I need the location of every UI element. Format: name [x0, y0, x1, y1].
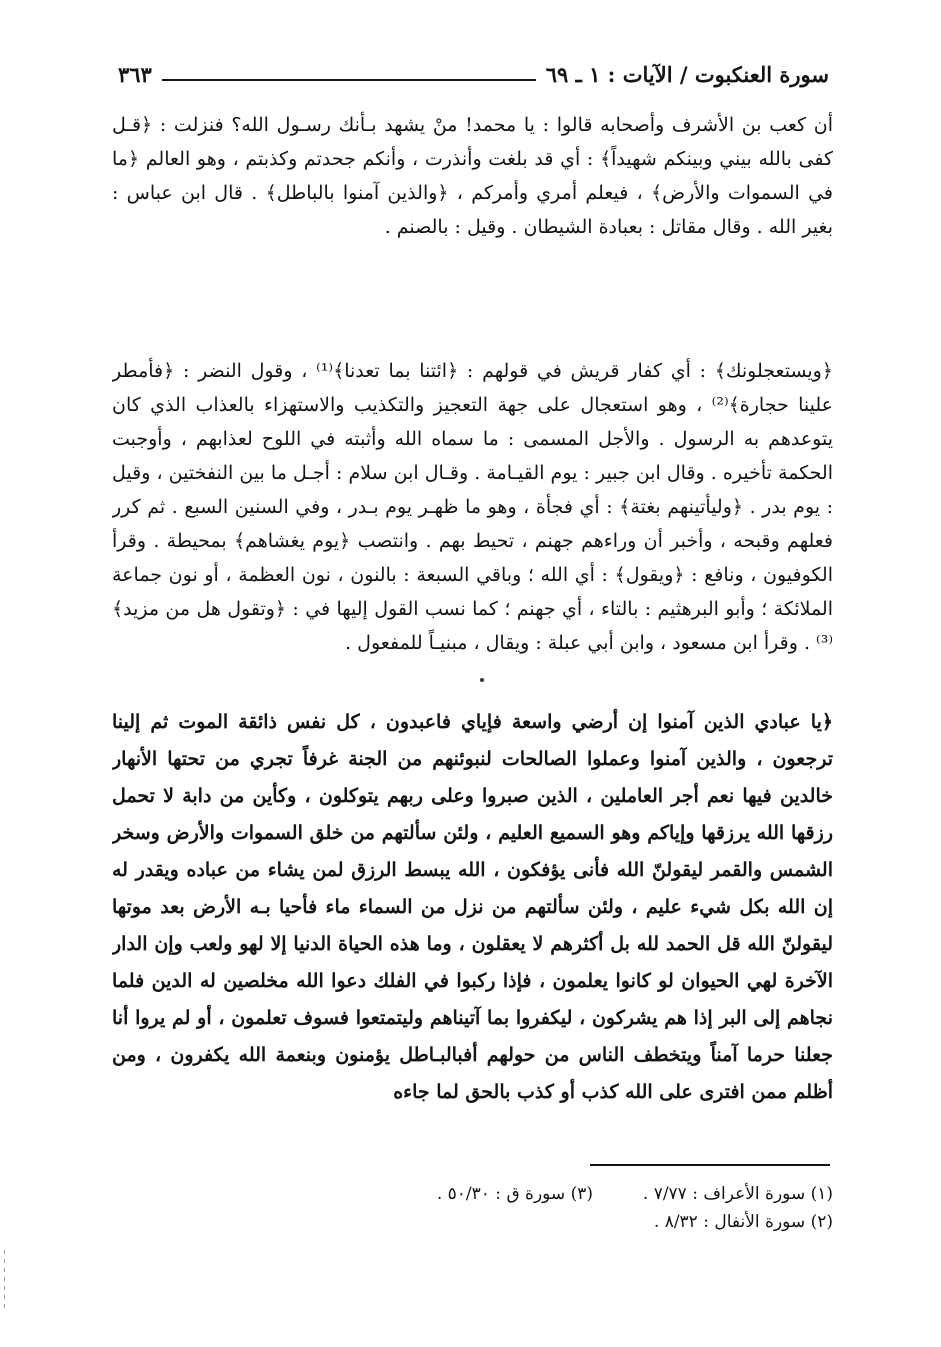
stray-dot: [480, 678, 484, 682]
footnote-row-1: [300, 1180, 833, 1208]
footnote-2: (٢) سورة الأنفال : ٨/٣٢ .: [653, 1212, 833, 1232]
quran-verses-paragraph: ﴿يا عبادي الذين آمنوا إن أرضي واسعة فإياي فاعبدون ، كل نفس ذائقة الموت ثم إلينا ترجعون ، والذين آمنوا وعملوا الصالحات لنبوئنهم من الجنة غرفاً تجري من تحتها الأنهار خالدين فيها نعم أجر العاملين ، الذين صبروا وعلى ربهم يتوكلون ، وكأين من دابة لا تحمل رزقها الله يرزقها وإياكم وهو السميع العليم ، ولئن سألتهم من خلق السموات والأرض وسخر الشمس والقمر ليقولنّ الله فأنى يؤفكون ، الله يبسط الرزق لمن يشاء من عباده ويقدر له إن الله بكل شيء عليم ، ولئن سألتهم من نزل من السماء ماء فأحيا بـه الأرض بعد موتها ليقولنّ الله قل الحمد لله بل أكثرهم لا يعقلون ، وما هذه الحياة الدنيا إلا لهو ولعب وإن الدار الآخرة لهي الحيوان لو كانوا يعلمون ، فإذا ركبوا في الفلك دعوا الله مخلصين له الدين فلما نجاهم إلى البر إذا هم يشركون ، ليكفروا بما آتيناهم وليتمتعوا فسوف تعلمون ، أو لم يروا أنا جعلنا حرما آمناً ويتخطف الناس من حولهم أفبالبـاطل يؤمنون وبنعمة الله يكفرون ، ومن أظلم ممن افترى على الله كذب أو كذب بالحق لما جاءه: [112, 711, 833, 1103]
running-header: [118, 56, 829, 92]
scan-edge-mark: [4, 1250, 5, 1310]
paragraph-2: ﴿ويستعجلونك﴾ : أي كفار قريش في قولهم : ﴿ائتنا بما تعدنا﴾⁽¹⁾ ، وقول النضر : ﴿فأمطر علينا حجارة﴾⁽²⁾ ، وهو استعجال على جهة التعجيز والتكذيب والاستهزاء بالعذاب الذي كان يتوعدهم به الرسول . والأجل المسمى : ما سماه الله وأثبته في اللوح لعذابهم ، وأوجبت الحكمة تأخيره . وقال ابن جبير : يوم القيـامة . وقـال ابن سلام : أجـل ما بين النفختين ، وقيل : يوم بدر . ﴿وليأتينهم بغتة﴾ : أي فجأة ، وهو ما ظهـر يوم بـدر ، وفي السنين السبع . ثم كرر فعلهم وقبحه ، وأخبر أن وراءهم جهنم ، تحيط بهم . وانتصب ﴿يوم يغشاهم﴾ بمحيطة . وقرأ الكوفيون ، ونافع : ﴿ويقول﴾ : أي الله ؛ وباقي السبعة : بالنون ، نون العظمة ، أو نون جماعة الملائكة ؛ وأبو البرهثيم : بالتاء ، أي جهنم ؛ كما نسب القول إليها في : ﴿وتقول هل من مزيد﴾⁽³⁾ . وقرأ ابن مسعود ، وابن أبي عبلة : ويقال ، مبنيـاً للمفعول .: [112, 360, 833, 654]
header-rule: [162, 79, 536, 81]
page-number: ٣٦٣: [118, 61, 152, 87]
footnotes: [300, 1180, 833, 1236]
footnote-row-2: [300, 1208, 833, 1236]
footnote-3: (٣) سورة ق : ٥٠/٣٠ .: [436, 1184, 593, 1204]
header-title: سورة العنكبوت / الآيات : ١ ـ ٦٩: [545, 61, 829, 87]
footnote-1: (١) سورة الأعراف : ٧/٧٧ .: [642, 1184, 833, 1204]
footnote-rule: [590, 1164, 830, 1166]
paragraph-1: أن كعب بن الأشرف وأصحابه قالوا : يا محمد! منْ يشهد بـأنك رسـول الله؟ فنزلت : ﴿قـل كفى بالله بيني وبينكم شهيداً﴾ : أي قد بلغت وأنذرت ، وأنكم جحدتم وكذبتم ، وهو العالم ﴿ما في السموات والأرض﴾ ، فيعلم أمري وأمركم ، ﴿والذين آمنوا بالباطل﴾ . قال ابن عباس : بغير الله . وقال مقاتل : بعبادة الشيطان . وقيل : بالصنم .: [112, 114, 833, 238]
